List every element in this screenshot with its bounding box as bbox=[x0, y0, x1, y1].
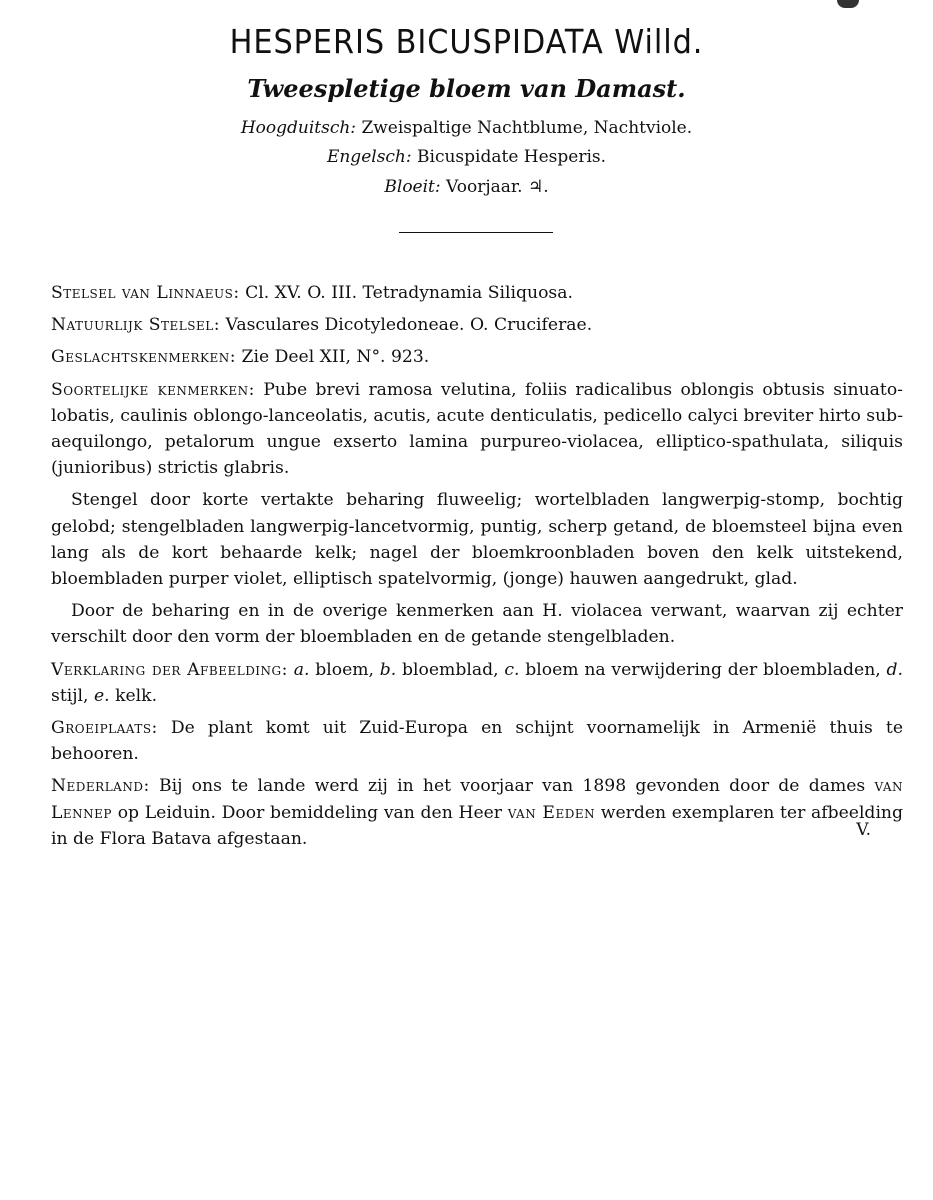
scan-mark bbox=[837, 0, 859, 8]
section-nederland-label: Nederland: bbox=[51, 776, 150, 797]
name-english bbox=[0, 147, 933, 167]
figure-key-b: b. bbox=[379, 659, 397, 680]
page-subtitle: Tweespletige bloem van Damast. bbox=[247, 74, 686, 103]
bloom-time-value: Voorjaar. ♃. bbox=[446, 177, 549, 197]
bloom-time-label: Bloeit: bbox=[384, 177, 441, 197]
name-german bbox=[0, 118, 933, 138]
section-nederland-part1: Bij ons te lande werd zij in het voorjaar van 1898 gevonden door de dames bbox=[159, 776, 866, 797]
section-natuurlijk-text: Vasculares Dicotyledoneae. O. Cruciferae. bbox=[225, 315, 593, 336]
description-body bbox=[51, 280, 903, 858]
section-geslacht-label: Geslachtskenmerken: bbox=[51, 347, 237, 368]
title-divider bbox=[399, 232, 553, 233]
section-natuurlijk-label: Natuurlijk Stelsel: bbox=[51, 315, 221, 336]
section-soort-label: Soortelijke kenmerken: bbox=[51, 379, 255, 400]
author-signature: V. bbox=[856, 820, 871, 840]
figure-text-c: bloem na verwijdering der bloembladen, bbox=[525, 659, 881, 680]
person-name-eeden: van Eeden bbox=[507, 802, 596, 823]
figure-key-d: d. bbox=[886, 659, 903, 680]
section-soort bbox=[51, 377, 903, 482]
section-stengel: Stengel door korte vertakte beharing fluweelig; wortelbladen langwerpig-stomp, bochtig gelobd; stengelbladen langwerpig-lancetvormig, puntig, scherp getand, de bloemsteel bijna even lang als de kort behaarde kelk; nagel der bloemkroonbladen boven den kelk uitstekend, bloembladen purper violet, elliptisch spatelvormig, (jonge) hauwen aangedrukt, glad. bbox=[51, 490, 903, 590]
page-title: HESPERIS BICUSPIDATA Willd. bbox=[229, 22, 704, 61]
section-nederland bbox=[51, 773, 903, 852]
figure-text-a: bloem, bbox=[315, 659, 374, 680]
figure-text-d: stijl, bbox=[51, 685, 89, 706]
section-linnaeus-text: Cl. XV. O. III. Tetradynamia Siliquosa. bbox=[245, 283, 573, 303]
name-english-value: Bicuspidate Hesperis. bbox=[417, 147, 607, 167]
section-geslacht bbox=[51, 344, 903, 370]
figure-key-a: a. bbox=[293, 659, 310, 680]
name-german-label: Hoogduitsch: bbox=[240, 118, 357, 138]
section-linnaeus bbox=[51, 280, 903, 306]
section-groeiplaats-label: Groeiplaats: bbox=[51, 718, 158, 739]
bloom-time bbox=[0, 177, 933, 197]
figure-text-e: kelk. bbox=[115, 685, 158, 706]
section-soort-text: Pube brevi ramosa velutina, foliis radicalibus oblongis obtusis sinuato-lobatis, caulinis oblongo-lanceolatis, acutis, acute denticulatis, pedicello calyci breviter hirto sub-aequilongo, petalorum ungue exserto lamina purpureo-violacea, elliptico-spathulata, siliquis (junioribus) strictis glabris. bbox=[51, 379, 903, 479]
name-english-label: Engelsch: bbox=[326, 147, 412, 167]
section-verklaring bbox=[51, 657, 903, 709]
section-groeiplaats bbox=[51, 715, 903, 767]
section-natuurlijk bbox=[51, 312, 903, 338]
section-nederland-part3: werden exemplaren ter afbeelding in de Flora Batava afgestaan. bbox=[51, 802, 904, 849]
figure-key-e: e. bbox=[93, 685, 110, 706]
section-linnaeus-label: Stelsel van Linnaeus: bbox=[51, 283, 240, 303]
section-verklaring-label: Verklaring der Afbeelding: bbox=[51, 659, 288, 680]
person-name-lennep: van Lennep bbox=[51, 776, 904, 823]
section-nederland-part2: op Leiduin. Door bemiddeling van den Heer bbox=[117, 802, 503, 823]
figure-text-b: bloemblad, bbox=[402, 659, 499, 680]
section-verwant: Door de beharing en in de overige kenmerken aan H. violacea verwant, waarvan zij echter verschilt door den vorm der bloembladen en de getande stengelbladen. bbox=[51, 601, 903, 648]
section-geslacht-text: Zie Deel XII, N°. 923. bbox=[241, 347, 430, 368]
section-groeiplaats-text: De plant komt uit Zuid-Europa en schijnt voornamelijk in Armenië thuis te behooren. bbox=[51, 718, 903, 765]
name-german-value: Zweispaltige Nachtblume, Nachtviole. bbox=[361, 118, 693, 138]
figure-key-c: c. bbox=[504, 659, 520, 680]
